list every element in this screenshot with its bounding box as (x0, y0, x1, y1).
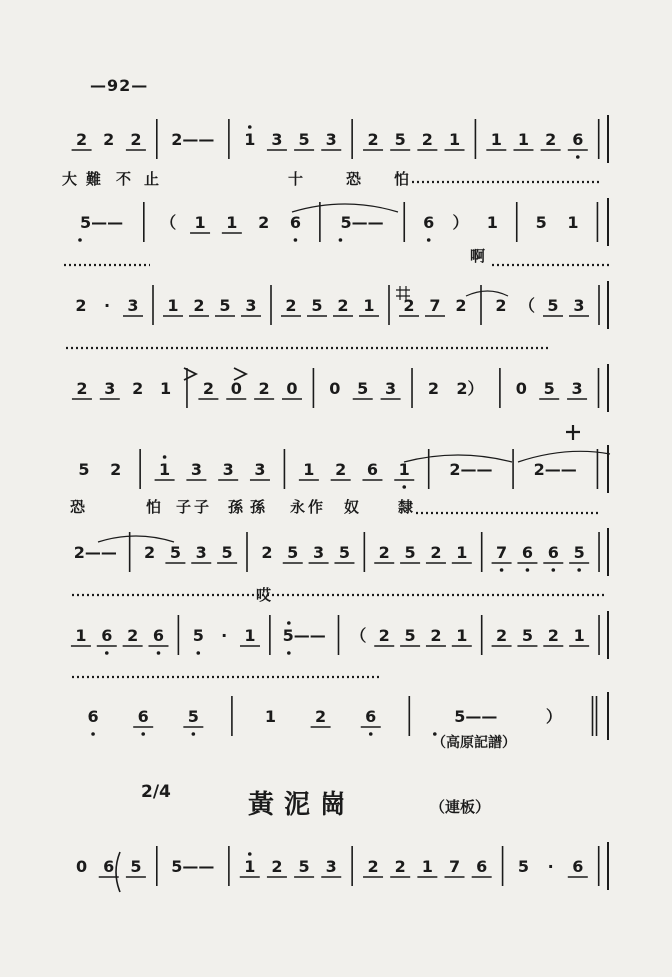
note: 7 (429, 296, 441, 315)
note: 5 (78, 460, 90, 479)
note: 2） (456, 379, 484, 398)
note: 0 (76, 857, 88, 876)
note: 2 (285, 296, 297, 315)
lyric: 不 (116, 170, 132, 188)
note: 5 (192, 626, 204, 645)
high-octave-dot (248, 852, 252, 856)
note: 5 (404, 626, 416, 645)
note: 3 (571, 379, 583, 398)
low-octave-dot (141, 732, 145, 736)
note: 1 (421, 857, 433, 876)
lyric: 孫 (250, 498, 266, 516)
low-octave-dot (551, 568, 555, 572)
lyric: 奴 (344, 498, 360, 516)
note: 2 (193, 296, 205, 315)
note: 6 (521, 543, 534, 562)
note: 5 (547, 296, 559, 315)
note: 2 (378, 543, 390, 562)
note: 3 (195, 543, 207, 562)
lyric: 恐 (70, 498, 86, 516)
low-octave-dot (526, 568, 530, 572)
note: 2 (258, 379, 270, 398)
note: 6 (289, 213, 301, 232)
note: 6 (423, 213, 435, 232)
note: 1 (517, 130, 530, 149)
high-octave-dot (287, 621, 291, 625)
note: 5 (130, 857, 142, 876)
note: 2 (315, 707, 327, 726)
note: 5—— (282, 626, 326, 645)
note: 5 (404, 543, 416, 562)
lyric: 怕 (394, 170, 410, 188)
note: 2—— (533, 460, 577, 479)
note: 6 (137, 707, 149, 726)
note: 5—— (454, 707, 498, 726)
note: 6 (476, 857, 488, 876)
note: 5 (573, 543, 585, 562)
note: 1 (567, 213, 579, 232)
note: 6 (572, 857, 584, 876)
note: 3 (325, 130, 337, 149)
low-octave-dot (294, 238, 298, 242)
note: 2 (258, 213, 270, 232)
note: 5—— (340, 213, 384, 232)
high-octave-dot (248, 125, 252, 129)
note: （ (160, 213, 177, 232)
note: 1 (486, 213, 498, 232)
note: 6 (572, 130, 584, 149)
note: 1 (490, 130, 502, 149)
note: 0 (329, 379, 341, 398)
note: 6 (366, 460, 379, 479)
note: 2 (367, 857, 379, 876)
lyric: 怕 (146, 498, 162, 516)
low-octave-dot (196, 651, 200, 655)
note: 5 (394, 130, 406, 149)
phrase-bracket (116, 852, 120, 892)
low-octave-dot (287, 651, 291, 655)
note: 2—— (171, 130, 215, 149)
note: 1 (303, 460, 315, 479)
note: 1 (573, 626, 585, 645)
note: （ (518, 296, 536, 315)
time-signature: 2/4 (141, 782, 171, 802)
note: 2 (545, 130, 557, 149)
accent-mark (184, 368, 196, 380)
tempo-marking: （連板） (430, 798, 491, 816)
note: 1 (159, 379, 172, 398)
high-octave-dot (163, 455, 167, 459)
note: 5 (169, 543, 181, 562)
note: 0 (230, 379, 242, 398)
lyric: 孫 (228, 498, 244, 516)
note: 1 (264, 707, 277, 726)
note: 1 (244, 626, 256, 645)
note: 2—— (449, 460, 493, 479)
lyric: 恐 (346, 170, 362, 188)
note: 2 (421, 130, 433, 149)
note: 2 (337, 296, 349, 315)
note: 2 (378, 626, 390, 645)
note: 1 (167, 296, 179, 315)
note: ） (452, 213, 469, 232)
note: 2 (75, 296, 87, 315)
note: 2 (547, 626, 559, 645)
note: 5 (357, 379, 369, 398)
note: 2 (261, 543, 273, 562)
note: 2 (455, 296, 467, 315)
note: 0 (515, 379, 527, 398)
note: · (547, 857, 554, 876)
note: 3 (127, 296, 139, 315)
note: 3 (385, 379, 397, 398)
low-octave-dot (78, 238, 82, 242)
note: 1 (363, 296, 375, 315)
note: 1 (398, 460, 410, 479)
tie-slur (292, 204, 398, 212)
note: 5—— (171, 857, 215, 876)
note: 5 (543, 379, 555, 398)
lyric: 作 (308, 498, 324, 516)
tie-slur (98, 536, 174, 542)
note: 2 (403, 296, 415, 315)
lyric: 子 (194, 498, 210, 516)
note: 5 (221, 543, 233, 562)
note: 2 (143, 543, 156, 562)
note: 6 (547, 543, 559, 562)
low-octave-dot (339, 238, 343, 242)
note: 2 (202, 379, 214, 398)
note: 5 (311, 296, 323, 315)
transcriber-credit: （高原記譜） (432, 735, 516, 751)
lyric: 啊 (470, 247, 486, 265)
note: 3 (313, 543, 325, 562)
note: 6 (87, 707, 99, 726)
note: 3 (222, 460, 234, 479)
note: · (103, 296, 111, 315)
note: 5 (219, 296, 231, 315)
note: 1 (448, 130, 461, 149)
note: 5 (187, 707, 199, 726)
note: 6 (152, 626, 165, 645)
low-octave-dot (192, 732, 196, 736)
note: 3 (245, 296, 257, 315)
note: 2 (103, 130, 115, 149)
note: 1 (226, 213, 238, 232)
note: 2 (271, 857, 283, 876)
note: 3 (254, 460, 266, 479)
low-octave-dot (577, 568, 581, 572)
note: 1 (456, 543, 468, 562)
note: 2 (335, 460, 347, 479)
note: 2 (76, 130, 88, 149)
note: 5 (535, 213, 547, 232)
note: 1 (456, 626, 468, 645)
note: 2—— (73, 543, 117, 562)
low-octave-dot (427, 238, 431, 242)
note: 6 (103, 857, 115, 876)
note: 3 (271, 130, 283, 149)
note: 0 (286, 379, 298, 398)
note: 5 (338, 543, 351, 562)
note: 1 (244, 130, 256, 149)
note: （ (350, 626, 367, 645)
note: 5 (298, 857, 310, 876)
note: 1 (244, 857, 256, 876)
note: 7 (448, 857, 461, 876)
lyric: 止 (144, 170, 160, 188)
note: 5 (287, 543, 299, 562)
note: 5 (521, 626, 534, 645)
note: 3 (190, 460, 202, 479)
page-number: —92— (90, 76, 149, 95)
low-octave-dot (157, 651, 161, 655)
lyric: 哎 (256, 586, 272, 604)
lyric: 永 (290, 498, 306, 516)
note: 1 (75, 626, 87, 645)
low-octave-dot (576, 155, 580, 159)
lyric: 隸 (398, 498, 414, 516)
low-octave-dot (91, 732, 95, 736)
note: 2 (367, 130, 379, 149)
note: 1 (159, 460, 171, 479)
note: 2 (132, 379, 144, 398)
song-title: 黃泥崗 (248, 790, 357, 820)
note: 2 (127, 626, 139, 645)
note: 1 (194, 213, 206, 232)
note: ） (545, 707, 562, 726)
note: 5—— (80, 213, 124, 232)
low-octave-dot (500, 568, 504, 572)
note: 3 (104, 379, 116, 398)
lyric: 子 (176, 498, 192, 516)
note: 2 (430, 626, 442, 645)
note: 6 (365, 707, 377, 726)
note: 2 (394, 857, 406, 876)
low-octave-dot (369, 732, 373, 736)
low-octave-dot (105, 651, 109, 655)
low-octave-dot (402, 485, 406, 489)
lyric: 十 (288, 170, 304, 188)
note: 2 (495, 296, 507, 315)
note: 2 (496, 626, 508, 645)
note: 3 (325, 857, 337, 876)
note: 5 (517, 857, 530, 876)
note: 5 (298, 130, 310, 149)
note: 2 (130, 130, 142, 149)
note: 2 (427, 379, 440, 398)
cross-mark (566, 425, 580, 440)
note: 7 (496, 543, 508, 562)
note: 2 (76, 379, 88, 398)
note: 6 (101, 626, 113, 645)
note: · (221, 626, 228, 645)
lyric: 難 (86, 170, 102, 188)
note: 2 (430, 543, 442, 562)
note: 2 (110, 460, 122, 479)
note: 3 (573, 296, 585, 315)
lyric: 大 (62, 170, 78, 188)
